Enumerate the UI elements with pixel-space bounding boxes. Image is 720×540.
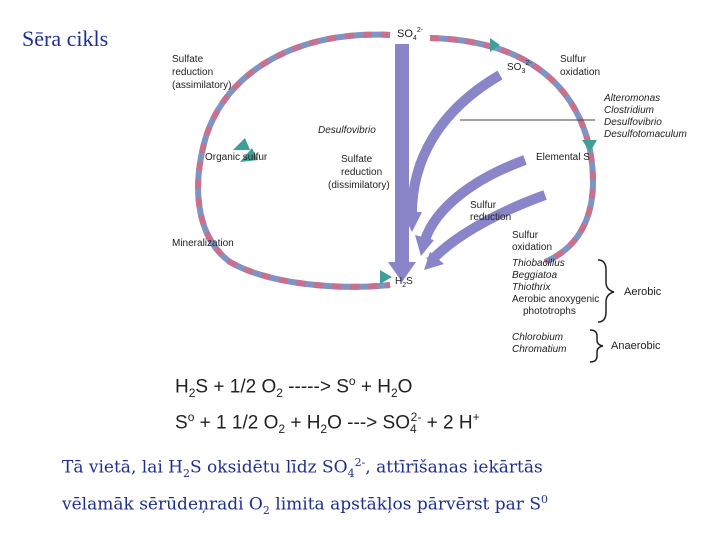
organic-sulfur-label: Organic sulfur (205, 152, 268, 163)
slide-title: Sēra cikls (22, 26, 109, 51)
mineralization-label: Mineralization (172, 238, 234, 249)
sulfur-oxidation-bottom-label: Sulfur oxidation (512, 230, 553, 253)
so3-label: $SO_3^{2-}$ (507, 60, 532, 75)
anaerobic-label: Anaerobic (611, 340, 661, 352)
aerobic-bracket (598, 260, 614, 322)
caption-text: Tā vietā, lai $H_2S$ oksidētu līdz $SO_4^{2-}$, attīrīšanas iekārtās vēlamāk sērūdeņradi $O_2$ limita apstākļos pārvērst par $S^0$ (62, 456, 548, 518)
sulfate-reduction-assimilatory-label: Sulfate reduction (assimilatory) (172, 54, 232, 91)
anaerobic-bracket (590, 330, 603, 362)
h2s-label: $H_2S$ (395, 276, 413, 289)
aerobic-anoxygenic-label: Aerobic anoxygenic phototrophs (512, 294, 600, 317)
elemental-s-label: Elemental S (536, 152, 590, 163)
sulfur-reduction-arrowhead (415, 235, 434, 256)
dissimilatory-arrow (388, 44, 416, 282)
equation-1: $H_2S + 1/2$ $O_2$ -----> $S^o + H_2O$ (175, 374, 413, 401)
sulfur-reduction-label: Sulfur reduction (470, 200, 512, 223)
sulfur-oxidation-top-label: Sulfur oxidation (560, 54, 601, 78)
genera-list: Alteromonas Clostridium Desulfovibrio Desulfotomaculum (604, 93, 687, 140)
aerobic-organisms-list: Thiobacillus Beggiatoa Thiothrix (512, 258, 565, 293)
sulfate-reduction-dissimilatory-label: Sulfate reduction (dissimilatory) (328, 154, 390, 191)
ring-arrowhead-h2s (380, 270, 392, 284)
ring-arrowhead-elemental (582, 140, 597, 152)
anaerobic-organisms-list: Chlorobium Chromatium (512, 332, 567, 355)
ring-arrowhead-organic (233, 138, 250, 150)
so4-label: $SO_4^{2-}$ (397, 27, 424, 42)
aerobic-label: Aerobic (624, 286, 662, 298)
desulfovibrio-label: Desulfovibrio (318, 125, 376, 136)
equation-2: $S^o + 1$ 1/2 $O_2 + H_2O$ ---> $SO_4^{2-} + 2$ H+ (175, 410, 480, 437)
